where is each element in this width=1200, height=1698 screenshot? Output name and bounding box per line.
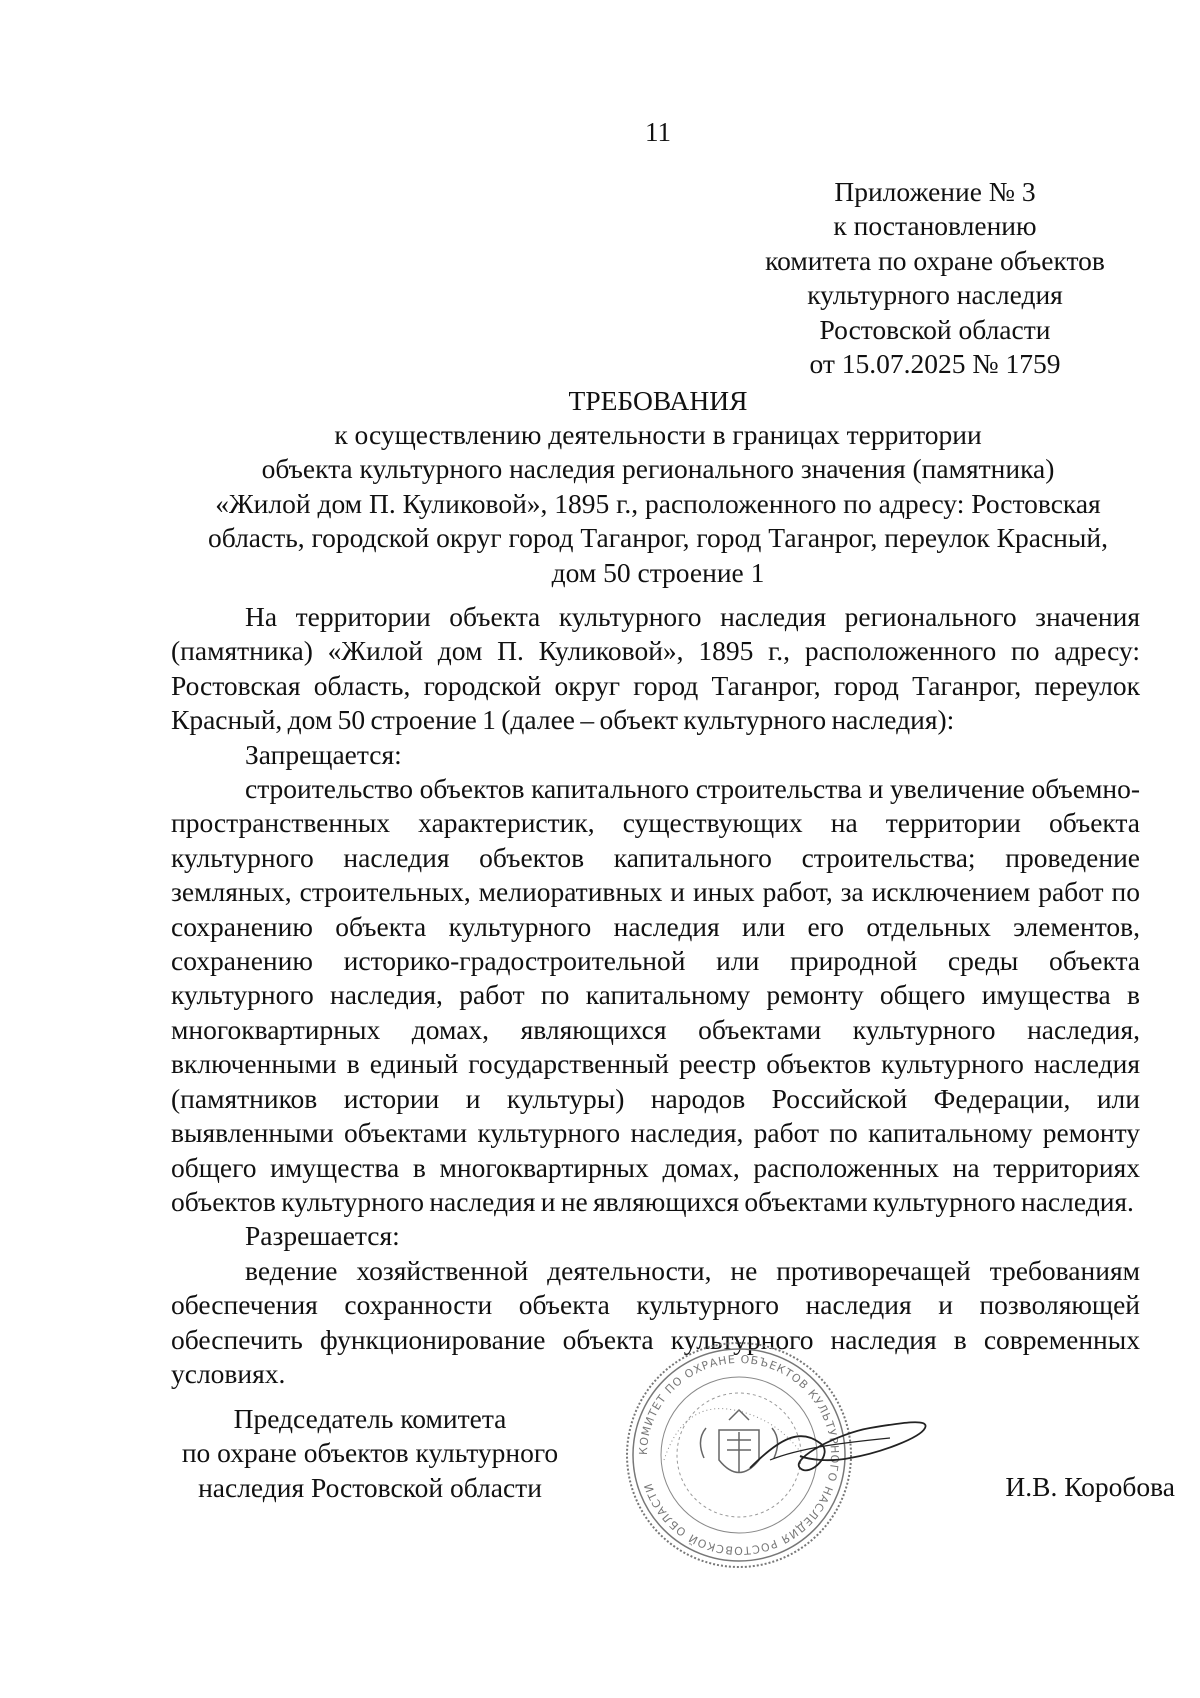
appendix-line: культурного наследия: [807, 279, 1063, 311]
subtitle-line: к осуществлению деятельности в границах территории: [334, 419, 982, 450]
intro-paragraph: На территории объекта культурного наследия регионального значения (памятника) «Жилой дом П. Куликовой», 1895 г., расположенного по адресу: Ростовская область, городской округ город Таганрог, город Таганрог, переулок Красный, дом 50 строение 1 (далее – объект культурного наследия):: [171, 601, 1140, 736]
subtitle-line: дом 50 строение 1: [551, 556, 765, 588]
signer-name: И.В. Коробова: [1005, 1471, 1175, 1502]
document-subtitle: [120, 418, 1196, 590]
position-line: Председатель комитета: [233, 1403, 507, 1434]
appendix-line: Ростовской области: [819, 313, 1051, 345]
seal-text: КОМИТЕТ ПО ОХРАНЕ ОБЪЕКТОВ КУЛЬТУРНОГО НАСЛЕДИЯ РОСТОВСКОЙ ОБЛАСТИ: [636, 1352, 842, 1558]
document-body: [171, 600, 1140, 1391]
prohibited-paragraph: строительство объектов капитального строительства и увеличение объемно-пространственных характеристик, существующих на территории объекта культурного наследия объектов капитального строительства; проведение земляных, строительных, мелиоративных и иных работ, за исключением работ по сохранению объекта культурного наследия или его отдельных элементов, сохранению историко-градостроительной или природной среды объекта культурного наследия, работ по капитальному ремонту общего имущества в многоквартирных домах, являющихся объектами культурного наследия, включенными в единый государственный реестр объектов культурного наследия (памятников истории и культуры) народов Российской Федерации, или выявленными объектами культурного наследия, работ по капитальному ремонту общего имущества в многоквартирных домах, расположенных на территориях объектов культурного наследия и не являющихся объектами культурного наследия.: [171, 773, 1140, 1217]
page-number: 11: [645, 117, 671, 147]
appendix-line: от 15.07.2025 № 1759: [809, 348, 1061, 380]
allowed-heading: Разрешается:: [245, 1220, 400, 1252]
appendix-line: Приложение № 3: [834, 176, 1036, 207]
appendix-line: к постановлению: [833, 210, 1037, 242]
prohibited-heading: Запрещается:: [245, 738, 402, 770]
appendix-header: [745, 175, 1125, 381]
signatory-position: [150, 1402, 590, 1505]
document-title: ТРЕБОВАНИЯ: [568, 385, 748, 416]
subtitle-line: область, городской округ город Таганрог, город Таганрог, переулок Красный,: [208, 522, 1108, 554]
position-line: наследия Ростовской области: [198, 1471, 542, 1503]
allowed-paragraph: ведение хозяйственной деятельности, не противоречащей требованиям обеспечения сохранности объекта культурного наследия и позволяющей обеспечить функционирование объекта культурного наследия в современных условиях.: [171, 1254, 1140, 1389]
subtitle-line: объекта культурного наследия регионального значения (памятника): [261, 453, 1055, 485]
subtitle-line: «Жилой дом П. Куликовой», 1895 г., расположенного по адресу: Ростовская: [215, 487, 1101, 519]
handwritten-signature: [740, 1398, 940, 1498]
appendix-line: комитета по охране объектов: [765, 244, 1105, 276]
position-line: по охране объектов культурного: [181, 1437, 559, 1469]
